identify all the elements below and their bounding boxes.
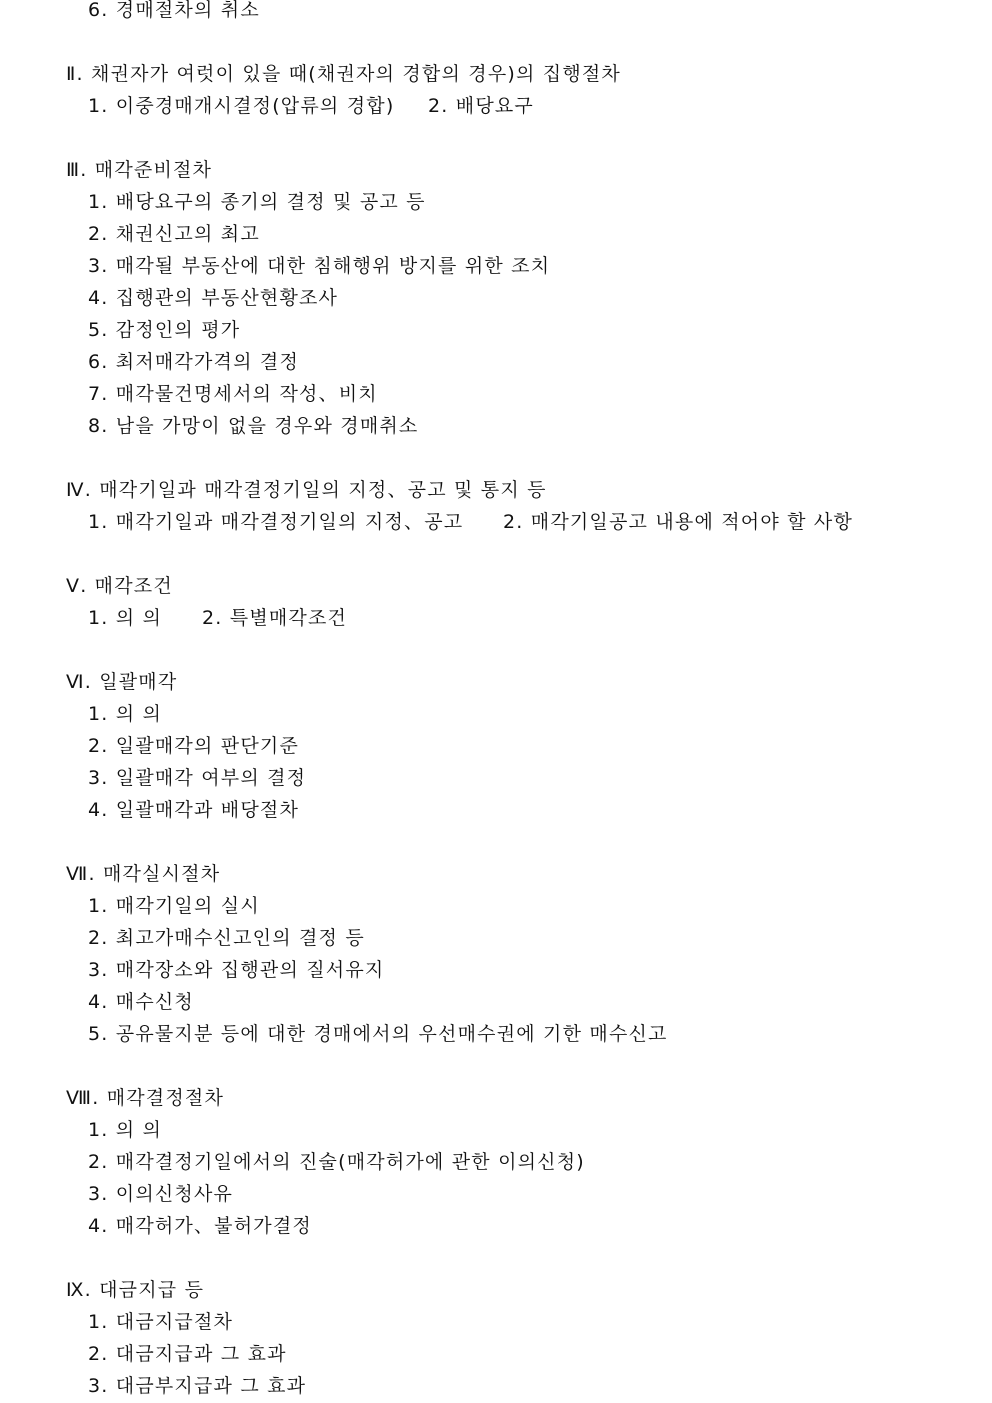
list-item: 1. 대금지급절차 [88, 1311, 234, 1333]
list-item: 5. 공유물지분 등에 대한 경매에서의 우선매수권에 기한 매수신고 [88, 1023, 668, 1045]
list-item: 3. 대금부지급과 그 효과 [88, 1375, 307, 1397]
list-item: 2. 대금지급과 그 효과 [88, 1343, 287, 1365]
list-item: 4. 매각허가、불허가결정 [88, 1215, 312, 1237]
list-item: 7. 매각물건명세서의 작성、비치 [88, 383, 378, 405]
list-item: 2. 매각기일공고 내용에 적어야 할 사항 [503, 511, 854, 533]
list-item: 3. 이의신청사유 [88, 1183, 234, 1205]
list-item: 8. 남을 가망이 없을 경우와 경매취소 [88, 415, 419, 437]
section-heading-6: Ⅵ. 일괄매각 [66, 671, 178, 693]
list-item: 2. 최고가매수신고인의 결정 등 [88, 927, 365, 949]
list-item: 2. 특별매각조건 [202, 607, 348, 629]
list-item: 1. 의 의 [88, 703, 163, 725]
list-item: 1. 의 의 [88, 1119, 163, 1141]
section-heading-3: Ⅲ. 매각준비절차 [66, 159, 213, 181]
section-heading-2: Ⅱ. 채권자가 여럿이 있을 때(채권자의 경합의 경우)의 집행절차 [66, 63, 621, 85]
list-item: 1. 매각기일의 실시 [88, 895, 260, 917]
list-item: 2. 배당요구 [428, 95, 534, 117]
list-item: 3. 매각장소와 집행관의 질서유지 [88, 959, 385, 981]
list-item: 4. 일괄매각과 배당절차 [88, 799, 299, 821]
list-item: 6. 최저매각가격의 결정 [88, 351, 299, 373]
list-item: 2. 채권신고의 최고 [88, 223, 260, 245]
list-item: 1. 의 의 [88, 607, 163, 629]
list-item: 3. 매각될 부동산에 대한 침해행위 방지를 위한 조치 [88, 255, 551, 277]
list-item: 4. 집행관의 부동산현황조사 [88, 287, 339, 309]
list-item: 2. 매각결정기일에서의 진술(매각허가에 관한 이의신청) [88, 1151, 585, 1173]
section-heading-9: Ⅸ. 대금지급 등 [66, 1279, 205, 1301]
list-item: 5. 감정인의 평가 [88, 319, 241, 341]
section-heading-4: Ⅳ. 매각기일과 매각결정기일의 지정、공고 및 통지 등 [66, 479, 547, 501]
list-item: 1. 이중경매개시결정(압류의 경합) [88, 95, 395, 117]
list-item: 1. 매각기일과 매각결정기일의 지정、공고 [88, 511, 464, 533]
section-heading-8: Ⅷ. 매각결정절차 [66, 1087, 225, 1109]
list-item: 3. 일괄매각 여부의 결정 [88, 767, 307, 789]
list-item: 6. 경매절차의 취소 [88, 0, 260, 21]
section-heading-7: Ⅶ. 매각실시절차 [66, 863, 221, 885]
list-item: 2. 일괄매각의 판단기준 [88, 735, 299, 757]
section-heading-5: Ⅴ. 매각조건 [66, 575, 173, 597]
list-item: 1. 배당요구의 종기의 결정 및 공고 등 [88, 191, 426, 213]
list-item: 4. 매수신청 [88, 991, 194, 1013]
